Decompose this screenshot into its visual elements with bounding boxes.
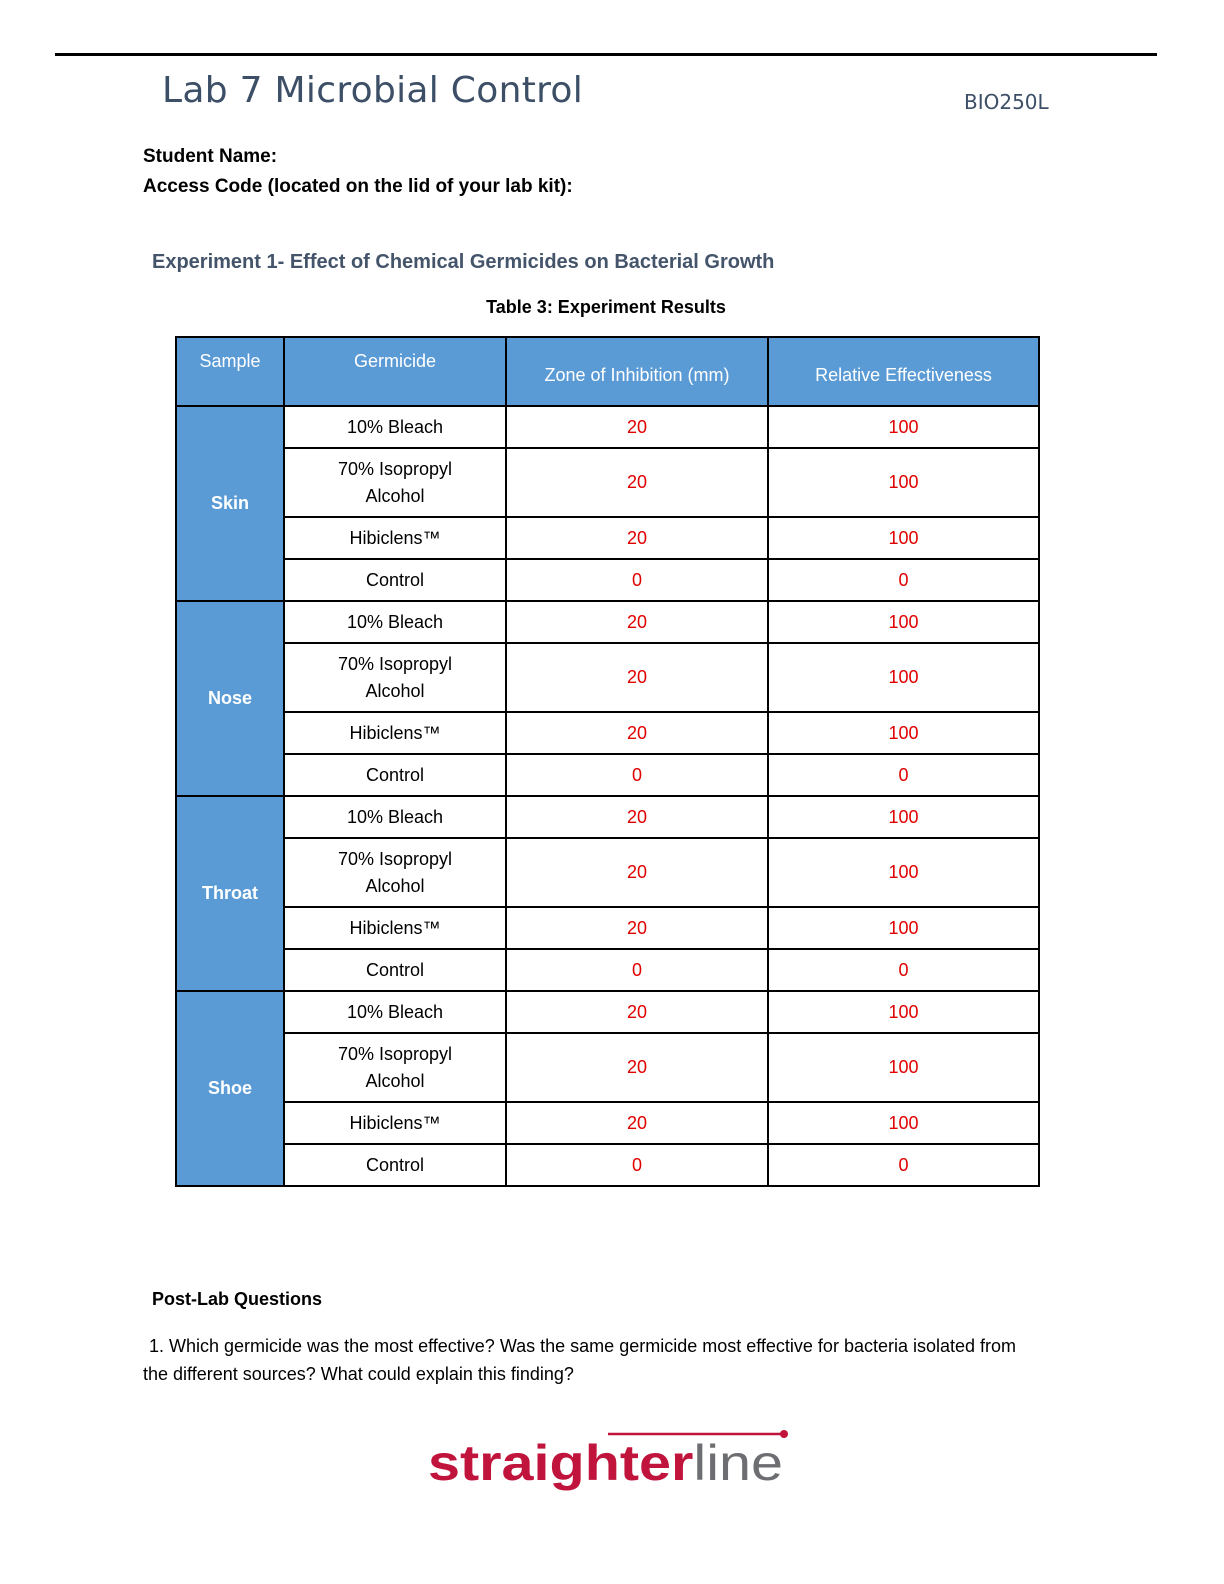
- column-header-germicide: Germicide: [284, 337, 506, 406]
- zone-cell: 20: [506, 1033, 768, 1102]
- germicide-cell: Control: [284, 949, 506, 991]
- course-code: BIO250L: [964, 90, 1049, 114]
- germicide-cell: 70% Isopropyl Alcohol: [284, 448, 506, 517]
- sample-cell: Shoe: [176, 991, 284, 1186]
- table-row: [176, 517, 1039, 559]
- effectiveness-cell: 0: [768, 1144, 1039, 1186]
- table-row: [176, 754, 1039, 796]
- table-row: [176, 796, 1039, 838]
- germicide-cell: 10% Bleach: [284, 991, 506, 1033]
- sample-cell: Skin: [176, 406, 284, 601]
- document-title: Lab 7 Microbial Control: [162, 70, 584, 111]
- zone-cell: 20: [506, 601, 768, 643]
- column-header-effectiveness: Relative Effectiveness: [768, 337, 1039, 406]
- germicide-cell: 10% Bleach: [284, 406, 506, 448]
- table-row: [176, 1144, 1039, 1186]
- germicide-cell: Control: [284, 1144, 506, 1186]
- germicide-cell: 10% Bleach: [284, 601, 506, 643]
- table-row: [176, 991, 1039, 1033]
- table-row: [176, 949, 1039, 991]
- effectiveness-cell: 100: [768, 1033, 1039, 1102]
- table-header-row: [176, 337, 1039, 406]
- top-divider: [55, 53, 1157, 56]
- table-caption: Table 3: Experiment Results: [486, 297, 726, 317]
- table-row: [176, 1102, 1039, 1144]
- column-header-zone: Zone of Inhibition (mm): [506, 337, 768, 406]
- effectiveness-cell: 100: [768, 838, 1039, 907]
- table-row: [176, 712, 1039, 754]
- zone-cell: 0: [506, 949, 768, 991]
- results-table: [175, 336, 1040, 1187]
- post-lab-question-1: [143, 1332, 1023, 1388]
- zone-cell: 0: [506, 754, 768, 796]
- effectiveness-cell: 0: [768, 559, 1039, 601]
- germicide-cell: Hibiclens™: [284, 1102, 506, 1144]
- sample-cell: Throat: [176, 796, 284, 991]
- table-row: [176, 907, 1039, 949]
- zone-cell: 20: [506, 406, 768, 448]
- sample-cell: Nose: [176, 601, 284, 796]
- table-row: [176, 601, 1039, 643]
- effectiveness-cell: 100: [768, 517, 1039, 559]
- effectiveness-cell: 100: [768, 712, 1039, 754]
- zone-cell: 20: [506, 448, 768, 517]
- table-row: [176, 559, 1039, 601]
- effectiveness-cell: 100: [768, 601, 1039, 643]
- zone-cell: 20: [506, 1102, 768, 1144]
- effectiveness-cell: 0: [768, 754, 1039, 796]
- zone-cell: 20: [506, 991, 768, 1033]
- table-row: [176, 1033, 1039, 1102]
- germicide-cell: Hibiclens™: [284, 907, 506, 949]
- zone-cell: 0: [506, 559, 768, 601]
- germicide-cell: 70% Isopropyl Alcohol: [284, 838, 506, 907]
- germicide-cell: Hibiclens™: [284, 712, 506, 754]
- effectiveness-cell: 100: [768, 406, 1039, 448]
- svg-text:straighterline: straighter line: [428, 1435, 772, 1491]
- logo-mark: [428, 1428, 788, 1498]
- germicide-cell: Control: [284, 559, 506, 601]
- zone-cell: 20: [506, 643, 768, 712]
- column-header-sample: Sample: [176, 337, 284, 406]
- effectiveness-cell: 100: [768, 796, 1039, 838]
- effectiveness-cell: 100: [768, 907, 1039, 949]
- question-text: 1. Which germicide was the most effective? Was the same germicide most effective for bacteria isolated from the different sources? What could explain this finding?: [143, 1336, 1017, 1384]
- table-row: [176, 448, 1039, 517]
- table-row: [176, 838, 1039, 907]
- effectiveness-cell: 0: [768, 949, 1039, 991]
- germicide-cell: 70% Isopropyl Alcohol: [284, 1033, 506, 1102]
- effectiveness-cell: 100: [768, 448, 1039, 517]
- post-lab-heading: Post-Lab Questions: [152, 1289, 323, 1309]
- effectiveness-cell: 100: [768, 643, 1039, 712]
- access-code-label: Access Code (located on the lid of your lab kit):: [143, 176, 573, 197]
- experiment-heading: Experiment 1- Effect of Chemical Germicides on Bacterial Growth: [152, 251, 775, 273]
- table-row: [176, 643, 1039, 712]
- zone-cell: 0: [506, 1144, 768, 1186]
- student-name-label: Student Name:: [143, 146, 278, 167]
- germicide-cell: 70% Isopropyl Alcohol: [284, 643, 506, 712]
- straighterline-logo: [428, 1428, 788, 1498]
- zone-cell: 20: [506, 838, 768, 907]
- germicide-cell: Hibiclens™: [284, 517, 506, 559]
- zone-cell: 20: [506, 517, 768, 559]
- table-row: [176, 406, 1039, 448]
- effectiveness-cell: 100: [768, 1102, 1039, 1144]
- zone-cell: 20: [506, 712, 768, 754]
- zone-cell: 20: [506, 907, 768, 949]
- germicide-cell: Control: [284, 754, 506, 796]
- germicide-cell: 10% Bleach: [284, 796, 506, 838]
- zone-cell: 20: [506, 796, 768, 838]
- effectiveness-cell: 100: [768, 991, 1039, 1033]
